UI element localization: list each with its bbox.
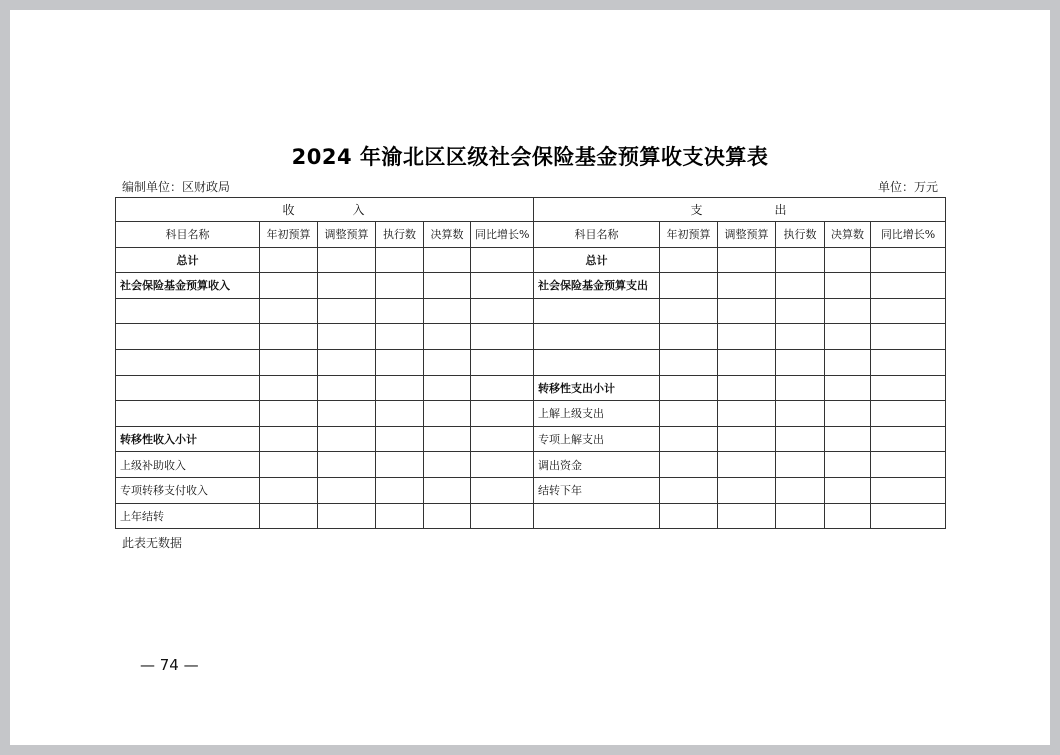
expense-value-cell bbox=[660, 477, 718, 503]
income-value-cell bbox=[376, 401, 424, 427]
income-value-cell bbox=[424, 401, 471, 427]
expense-value-cell bbox=[871, 349, 946, 375]
expense-value-cell bbox=[718, 247, 776, 273]
income-value-cell bbox=[260, 298, 318, 324]
income-value-cell bbox=[471, 349, 534, 375]
income-value-cell bbox=[424, 324, 471, 350]
expense-value-cell bbox=[718, 324, 776, 350]
expense-value-cell bbox=[825, 375, 871, 401]
page-number: — 74 — bbox=[140, 656, 199, 674]
expense-value-cell bbox=[871, 324, 946, 350]
income-subject-cell bbox=[116, 401, 260, 427]
expense-value-cell bbox=[776, 298, 825, 324]
income-col-yoy: 同比增长% bbox=[471, 222, 534, 248]
income-subject-cell bbox=[116, 349, 260, 375]
expense-value-cell bbox=[871, 247, 946, 273]
expense-value-cell bbox=[660, 375, 718, 401]
income-value-cell bbox=[471, 298, 534, 324]
income-value-cell bbox=[260, 503, 318, 529]
income-subject-cell bbox=[116, 375, 260, 401]
expense-value-cell bbox=[660, 452, 718, 478]
table-row bbox=[116, 324, 946, 350]
table-row bbox=[116, 503, 946, 529]
income-value-cell bbox=[424, 273, 471, 299]
expense-value-cell bbox=[776, 503, 825, 529]
income-value-cell bbox=[376, 503, 424, 529]
expense-subject-cell bbox=[534, 349, 660, 375]
expense-subject-cell: 上解上级支出 bbox=[534, 401, 660, 427]
expense-value-cell bbox=[718, 503, 776, 529]
income-value-cell bbox=[424, 375, 471, 401]
expense-col-subject: 科目名称 bbox=[534, 222, 660, 248]
expense-value-cell bbox=[660, 503, 718, 529]
income-col-final: 决算数 bbox=[424, 222, 471, 248]
income-value-cell bbox=[318, 273, 376, 299]
income-value-cell bbox=[318, 426, 376, 452]
expense-value-cell bbox=[825, 273, 871, 299]
income-value-cell bbox=[260, 273, 318, 299]
income-value-cell bbox=[318, 503, 376, 529]
expense-value-cell bbox=[660, 324, 718, 350]
income-value-cell bbox=[376, 477, 424, 503]
expense-subject-cell: 总计 bbox=[534, 247, 660, 273]
expense-value-cell bbox=[871, 375, 946, 401]
expense-value-cell bbox=[776, 273, 825, 299]
expense-value-cell bbox=[660, 349, 718, 375]
expense-value-cell bbox=[776, 375, 825, 401]
no-data-note: 此表无数据 bbox=[122, 536, 183, 550]
expense-value-cell bbox=[871, 503, 946, 529]
expense-value-cell bbox=[718, 477, 776, 503]
expense-value-cell bbox=[660, 247, 718, 273]
expense-value-cell bbox=[871, 452, 946, 478]
expense-subject-cell bbox=[534, 503, 660, 529]
income-value-cell bbox=[260, 349, 318, 375]
income-value-cell bbox=[376, 247, 424, 273]
expense-value-cell bbox=[776, 477, 825, 503]
expense-col-executed: 执行数 bbox=[776, 222, 825, 248]
income-subject-cell: 上级补助收入 bbox=[116, 452, 260, 478]
income-subject-cell: 转移性收入小计 bbox=[116, 426, 260, 452]
income-value-cell bbox=[260, 401, 318, 427]
expense-value-cell bbox=[718, 298, 776, 324]
table-row bbox=[116, 477, 946, 503]
expense-subject-cell bbox=[534, 298, 660, 324]
income-value-cell bbox=[260, 247, 318, 273]
expense-value-cell bbox=[660, 426, 718, 452]
expense-value-cell bbox=[825, 503, 871, 529]
expense-value-cell bbox=[776, 324, 825, 350]
expense-value-cell bbox=[871, 298, 946, 324]
expense-value-cell bbox=[718, 401, 776, 427]
income-value-cell bbox=[260, 452, 318, 478]
expense-value-cell bbox=[825, 477, 871, 503]
expense-subject-cell: 社会保险基金预算支出 bbox=[534, 273, 660, 299]
income-value-cell bbox=[424, 477, 471, 503]
income-value-cell bbox=[318, 247, 376, 273]
income-value-cell bbox=[260, 477, 318, 503]
expense-value-cell bbox=[776, 401, 825, 427]
table-row bbox=[116, 401, 946, 427]
expense-value-cell bbox=[660, 273, 718, 299]
expense-value-cell bbox=[718, 349, 776, 375]
income-value-cell bbox=[471, 324, 534, 350]
expense-value-cell bbox=[776, 452, 825, 478]
income-value-cell bbox=[376, 273, 424, 299]
income-value-cell bbox=[260, 324, 318, 350]
income-value-cell bbox=[471, 503, 534, 529]
income-section-header: 收 入 bbox=[116, 198, 534, 222]
expense-section-header: 支 出 bbox=[534, 198, 946, 222]
income-value-cell bbox=[471, 247, 534, 273]
expense-value-cell bbox=[825, 324, 871, 350]
income-value-cell bbox=[318, 452, 376, 478]
expense-subject-cell: 结转下年 bbox=[534, 477, 660, 503]
section-header-row bbox=[116, 198, 946, 222]
income-value-cell bbox=[260, 375, 318, 401]
budget-table bbox=[115, 197, 946, 529]
income-value-cell bbox=[376, 324, 424, 350]
expense-value-cell bbox=[660, 401, 718, 427]
table-row bbox=[116, 375, 946, 401]
income-value-cell bbox=[471, 375, 534, 401]
table-row bbox=[116, 426, 946, 452]
expense-value-cell bbox=[825, 401, 871, 427]
table-row bbox=[116, 273, 946, 299]
table-row bbox=[116, 247, 946, 273]
expense-value-cell bbox=[871, 273, 946, 299]
expense-value-cell bbox=[776, 349, 825, 375]
table-row bbox=[116, 349, 946, 375]
income-subject-cell: 上年结转 bbox=[116, 503, 260, 529]
income-col-adjusted-budget: 调整预算 bbox=[318, 222, 376, 248]
income-value-cell bbox=[318, 477, 376, 503]
income-col-executed: 执行数 bbox=[376, 222, 424, 248]
income-value-cell bbox=[424, 298, 471, 324]
income-value-cell bbox=[376, 452, 424, 478]
compiling-unit: 编制单位：区财政局 bbox=[122, 180, 231, 194]
expense-value-cell bbox=[718, 452, 776, 478]
income-value-cell bbox=[471, 401, 534, 427]
income-value-cell bbox=[376, 349, 424, 375]
income-value-cell bbox=[376, 298, 424, 324]
income-value-cell bbox=[424, 426, 471, 452]
income-subject-cell bbox=[116, 298, 260, 324]
column-header-row bbox=[116, 222, 946, 248]
expense-value-cell bbox=[825, 426, 871, 452]
expense-value-cell bbox=[776, 426, 825, 452]
expense-subject-cell: 转移性支出小计 bbox=[534, 375, 660, 401]
expense-subject-cell: 调出资金 bbox=[534, 452, 660, 478]
table-row bbox=[116, 298, 946, 324]
income-value-cell bbox=[318, 375, 376, 401]
income-value-cell bbox=[260, 426, 318, 452]
income-value-cell bbox=[471, 477, 534, 503]
expense-subject-cell bbox=[534, 324, 660, 350]
income-col-initial-budget: 年初预算 bbox=[260, 222, 318, 248]
expense-value-cell bbox=[776, 247, 825, 273]
income-value-cell bbox=[318, 298, 376, 324]
table-row bbox=[116, 452, 946, 478]
income-value-cell bbox=[424, 349, 471, 375]
expense-value-cell bbox=[871, 426, 946, 452]
expense-col-yoy: 同比增长% bbox=[871, 222, 946, 248]
income-value-cell bbox=[318, 401, 376, 427]
income-subject-cell bbox=[116, 324, 260, 350]
expense-value-cell bbox=[718, 273, 776, 299]
expense-value-cell bbox=[718, 375, 776, 401]
income-value-cell bbox=[376, 426, 424, 452]
income-value-cell bbox=[424, 247, 471, 273]
expense-col-adjusted-budget: 调整预算 bbox=[718, 222, 776, 248]
expense-value-cell bbox=[825, 298, 871, 324]
expense-subject-cell: 专项上解支出 bbox=[534, 426, 660, 452]
expense-col-final: 决算数 bbox=[825, 222, 871, 248]
page-title: 2024 年渝北区区级社会保险基金预算收支决算表 bbox=[291, 145, 769, 169]
income-value-cell bbox=[318, 324, 376, 350]
income-value-cell bbox=[471, 426, 534, 452]
expense-value-cell bbox=[825, 349, 871, 375]
expense-value-cell bbox=[718, 426, 776, 452]
expense-col-initial-budget: 年初预算 bbox=[660, 222, 718, 248]
income-value-cell bbox=[318, 349, 376, 375]
income-value-cell bbox=[471, 273, 534, 299]
income-value-cell bbox=[424, 452, 471, 478]
income-subject-cell: 专项转移支付收入 bbox=[116, 477, 260, 503]
expense-value-cell bbox=[871, 477, 946, 503]
income-subject-cell: 社会保险基金预算收入 bbox=[116, 273, 260, 299]
income-value-cell bbox=[424, 503, 471, 529]
income-value-cell bbox=[376, 375, 424, 401]
currency-unit: 单位：万元 bbox=[877, 180, 938, 194]
income-subject-cell: 总计 bbox=[116, 247, 260, 273]
income-col-subject: 科目名称 bbox=[116, 222, 260, 248]
expense-value-cell bbox=[825, 452, 871, 478]
expense-value-cell bbox=[871, 401, 946, 427]
expense-value-cell bbox=[825, 247, 871, 273]
income-value-cell bbox=[471, 452, 534, 478]
expense-value-cell bbox=[660, 298, 718, 324]
